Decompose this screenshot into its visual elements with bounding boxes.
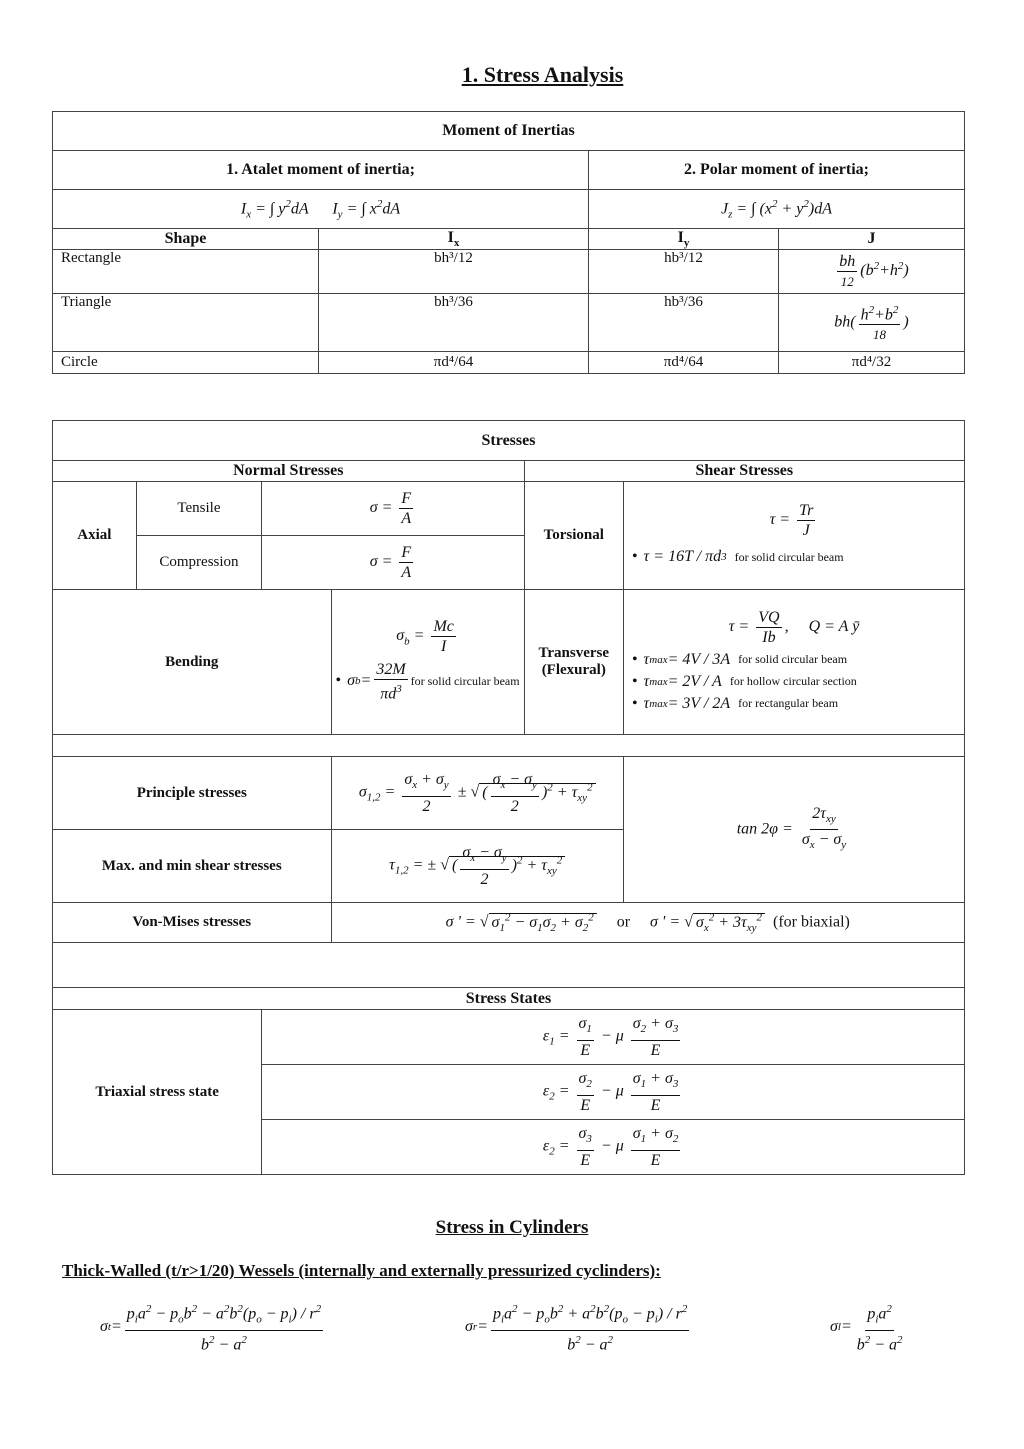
iy-cell: hb³/12 [589, 250, 779, 294]
col-ix: $I_x$ [319, 229, 589, 250]
torsional-formula: τ = $\frac{Tr}{J}$ • τ = 16T / πd 3 for solid circular beam [623, 482, 964, 590]
page-title: 1. Stress Analysis [461, 62, 624, 87]
sigma-t-formula: σ t = $\frac{p_ia^2 - p_ob^2 - a^2b^2(p_o - p_i) / r^2}{b^2 - a^2}$ [100, 1300, 326, 1354]
ix-cell: bh³/36 [319, 294, 589, 352]
col-iy: $I_y$ [589, 229, 779, 250]
shear-stresses-label: Shear Stresses [524, 461, 964, 482]
vonmises-formula: σ ' = √ $\sigma_1^2 - \sigma_1\sigma_2 + \sigma_2^2$ or σ ' = √ $\sigma_x^2 + 3\tau_{xy}^2$ (for biaxial) [331, 903, 964, 943]
bending-formula: $\sigma_b$ = $\frac{Mc}{I}$ • σ b = $\frac{32M}{\pi d^3}$ for solid circular beam [331, 590, 524, 735]
table-row [53, 250, 965, 294]
spacer-row [53, 943, 965, 988]
principle-formula: $\sigma_{1,2}$ = $\frac{\sigma_x + \sigma_y}{2}$ ± √ ( $\frac{\sigma_x - \sigma_y}{2}$ )$^2 + \tau_{xy}^2$ [331, 757, 623, 830]
moment-of-inertia-table [52, 111, 965, 374]
ix-cell: bh³/12 [319, 250, 589, 294]
shape-cell: Rectangle [53, 250, 319, 294]
moi-header: Moment of Inertias [53, 112, 965, 151]
stresses-header: Stresses [53, 421, 965, 461]
epsilon1-formula: $\varepsilon_1$ = $\frac{\sigma_1}{E}$ − μ $\frac{\sigma_2 + \sigma_3}{E}$ [262, 1010, 965, 1065]
maxmin-formula: $\tau_{1,2}$ = ± √ ( $\frac{\sigma_x - \sigma_y}{2}$ )$^2 + \tau_{xy}^2$ [331, 830, 623, 903]
triaxial-label: Triaxial stress state [53, 1010, 262, 1175]
polar-label: 2. Polar moment of inertia; [589, 151, 965, 190]
atalet-label: 1. Atalet moment of inertia; [53, 151, 589, 190]
shape-cell: Circle [53, 352, 319, 374]
axial-label: Axial [53, 482, 137, 590]
jz-formula: $J_z$ = ∫ $(x^2 + y^2)dA$ [589, 190, 965, 229]
maxmin-label: Max. and min shear stresses [53, 830, 332, 903]
epsilon3-formula: $\varepsilon_2$ = $\frac{\sigma_3}{E}$ − μ $\frac{\sigma_1 + \sigma_2}{E}$ [262, 1120, 965, 1175]
j-cell: πd⁴/32 [779, 352, 965, 374]
compression-label: Compression [136, 536, 262, 590]
sigma-l-formula: σ l = $\frac{p_ia^2}{b^2 - a^2}$ [830, 1300, 908, 1354]
ix-iy-formula: $I_x$ = ∫ $y^2dA$ $I_y$ = ∫ $x^2dA$ [53, 190, 589, 229]
bending-label: Bending [53, 590, 332, 735]
thick-walled-title: Thick-Walled (t/r>1/20) Wessels (internally and externally pressurized cyclinders): [62, 1261, 661, 1280]
ix-cell: πd⁴/64 [319, 352, 589, 374]
transverse-label: Transverse (Flexural) [524, 590, 623, 735]
spacer-row [53, 735, 965, 757]
torsional-label: Torsional [524, 482, 623, 590]
vonmises-label: Von-Mises stresses [53, 903, 332, 943]
normal-stresses-label: Normal Stresses [53, 461, 525, 482]
compression-formula: σ = $\frac{F}{A}$ [262, 536, 524, 590]
j-rectangle-formula: $\frac{bh}{12}$ $(b^2+h^2)$ [779, 250, 965, 294]
shape-cell: Triangle [53, 294, 319, 352]
transverse-formula: τ = $\frac{VQ}{Ib}$ , Q = A ȳ • τ max = 4V / 3A for solid circular beam • τ max = 2V / A for hollow circular section • τ max = 3V / 2A for rectangular beam [623, 590, 964, 735]
stress-states-header: Stress States [53, 988, 965, 1010]
tensile-formula: σ = $\frac{F}{A}$ [262, 482, 524, 536]
col-j: J [779, 229, 965, 250]
cylinders-title: Stress in Cylinders [435, 1217, 589, 1238]
sigma-r-formula: σ r = $\frac{p_ia^2 - p_ob^2 + a^2b^2(p_o - p_i) / r^2}{b^2 - a^2}$ [465, 1300, 692, 1354]
principle-label: Principle stresses [53, 757, 332, 830]
stresses-table [52, 420, 965, 1175]
j-triangle-formula: bh( $\frac{h^2+b^2}{18}$ ) [779, 294, 965, 352]
tensile-label: Tensile [136, 482, 262, 536]
tan-formula: tan 2φ = $\frac{2\tau_{xy}}{\sigma_x - \sigma_y}$ [623, 757, 964, 903]
iy-cell: hb³/36 [589, 294, 779, 352]
col-shape: Shape [53, 229, 319, 250]
epsilon2-formula: $\varepsilon_2$ = $\frac{\sigma_2}{E}$ − μ $\frac{\sigma_1 + \sigma_3}{E}$ [262, 1065, 965, 1120]
table-row [53, 294, 965, 352]
iy-cell: πd⁴/64 [589, 352, 779, 374]
table-row [53, 352, 965, 374]
